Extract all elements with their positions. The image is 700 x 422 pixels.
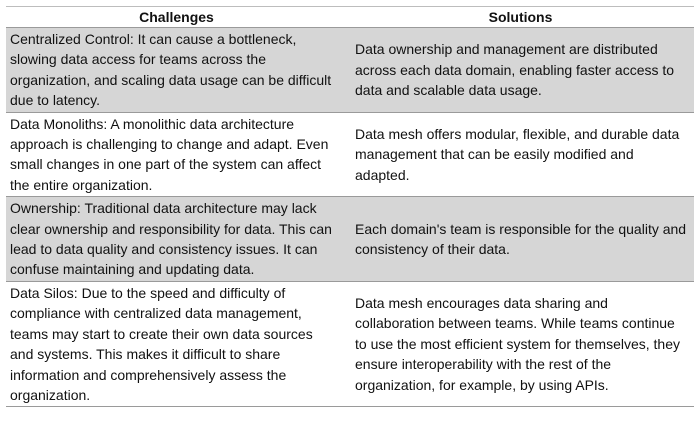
challenge-cell: Data Silos: Due to the speed and difficulty of compliance with centralized data management, teams may start to create their own data sources and systems. This makes it difficult to share information and comprehensively assess the organization. [6,281,347,406]
solution-cell: Each domain's team is responsible for the quality and consistency of their data. [347,197,694,282]
table-row [6,281,694,406]
solution-cell: Data mesh encourages data sharing and collaboration between teams. While teams continue to use the most efficient system for themselves, they ensure interoperability with the rest of the organization, for example, by using APIs. [347,281,694,406]
comparison-table-container [6,6,694,407]
header-solutions: Solutions [347,7,694,28]
solution-cell: Data mesh offers modular, flexible, and durable data management that can be easily modified and adapted. [347,112,694,197]
challenges-solutions-table [6,6,694,407]
table-row [6,197,694,282]
table-row [6,28,694,113]
table-row [6,112,694,197]
challenge-cell: Ownership: Traditional data architecture may lack clear ownership and responsibility for data. This can lead to data quality and consistency issues. It can confuse maintaining and updating data. [6,197,347,282]
header-challenges: Challenges [6,7,347,28]
table-header-row [6,7,694,28]
challenge-cell: Data Monoliths: A monolithic data architecture approach is challenging to change and adapt. Even small changes in one part of the system can affect the entire organization. [6,112,347,197]
challenge-cell: Centralized Control: It can cause a bottleneck, slowing data access for teams across the organization, and scaling data usage can be difficult due to latency. [6,28,347,113]
solution-cell: Data ownership and management are distributed across each data domain, enabling faster access to data and scalable data usage. [347,28,694,113]
